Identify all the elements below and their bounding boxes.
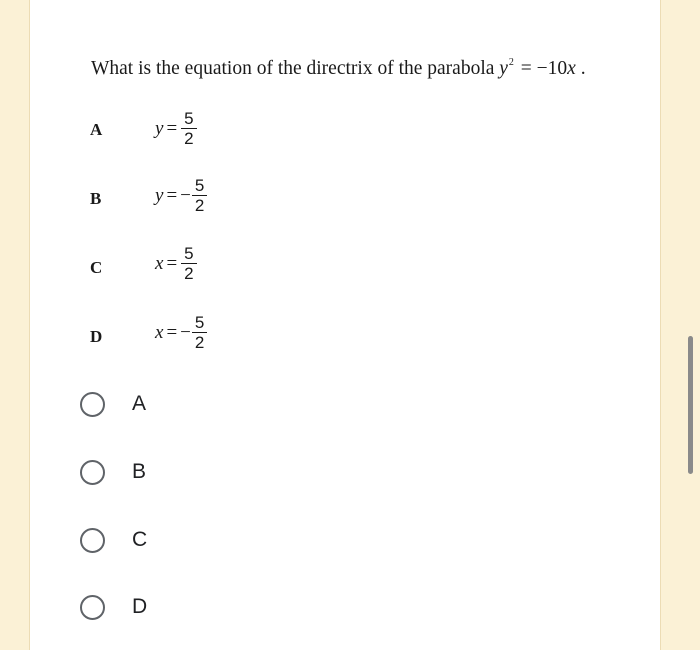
equation-exponent: 2 (508, 57, 514, 68)
choice-equation (155, 313, 207, 352)
equation-rhs-variable: x (567, 58, 576, 79)
choice-letter: C (90, 258, 103, 277)
fraction-denominator: 2 (181, 263, 196, 283)
equation-lhs-variable: y (499, 58, 508, 79)
choice-equals: = (166, 184, 178, 206)
choice-equals: = (166, 321, 178, 343)
choice-row-a (90, 109, 390, 159)
fraction-numerator: 5 (194, 313, 205, 332)
choice-fraction (181, 244, 196, 283)
choice-variable: x (155, 321, 164, 343)
scrollbar-thumb[interactable] (688, 336, 693, 474)
choice-fraction (192, 313, 207, 352)
option-d[interactable] (80, 590, 147, 624)
fraction-denominator: 2 (192, 195, 207, 215)
radio-circle-icon[interactable] (80, 595, 105, 620)
radio-circle-icon[interactable] (80, 528, 105, 553)
choice-row-c (90, 244, 390, 294)
choice-sign: − (180, 184, 191, 206)
choice-row-d (90, 313, 390, 363)
option-a[interactable] (80, 387, 146, 421)
fraction-numerator: 5 (194, 176, 205, 195)
option-label[interactable]: A (132, 392, 147, 415)
equation-rhs: = −10 (520, 58, 568, 79)
choice-equation (155, 176, 207, 215)
choice-equals: = (166, 117, 178, 139)
choice-equation (155, 109, 197, 148)
question-equation (499, 58, 585, 79)
choice-variable: y (155, 117, 164, 139)
equation-period: . (580, 58, 586, 79)
fraction-numerator: 5 (184, 109, 194, 128)
choice-equals: = (166, 252, 178, 274)
choice-letter: B (90, 189, 102, 208)
choice-equation (155, 244, 197, 283)
choice-fraction (192, 176, 207, 215)
question-stem: What is the equation of the directrix of the parabola (91, 58, 495, 79)
choice-fraction (181, 109, 196, 148)
option-label[interactable]: D (132, 595, 148, 618)
choice-row-b (90, 176, 390, 226)
question-text (91, 57, 586, 80)
choice-variable: y (155, 184, 164, 206)
choice-variable: x (155, 252, 164, 274)
radio-circle-icon[interactable] (80, 392, 105, 417)
choice-letter: A (90, 120, 103, 139)
question-card (29, 0, 661, 650)
radio-circle-icon[interactable] (80, 460, 105, 485)
fraction-denominator: 2 (181, 128, 196, 148)
option-c[interactable] (80, 523, 147, 557)
fraction-numerator: 5 (184, 244, 194, 263)
option-label[interactable]: B (132, 460, 147, 483)
option-b[interactable] (80, 455, 146, 489)
option-label[interactable]: C (132, 528, 148, 551)
fraction-denominator: 2 (192, 332, 207, 352)
choice-letter: D (90, 327, 103, 346)
choice-sign: − (180, 321, 191, 343)
